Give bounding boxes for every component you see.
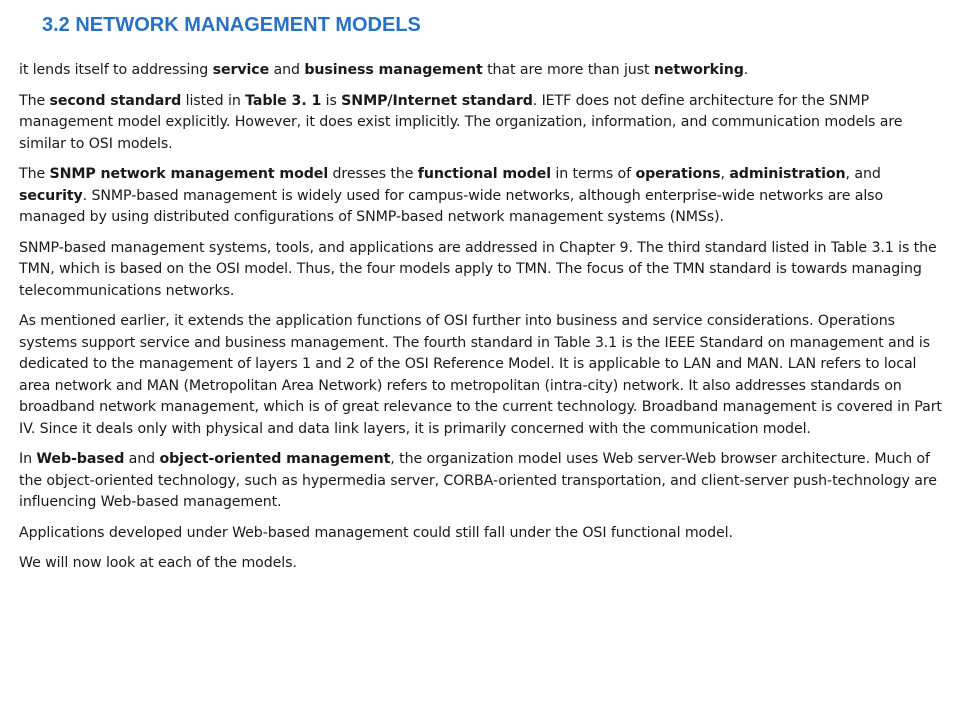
bold-term: second standard [49, 92, 182, 109]
bold-term: business management [304, 62, 483, 78]
bold-term: SNMP network management model [49, 166, 329, 182]
text-run: As mentioned earlier, it extends the application functions of OSI further into business and service considerations. Operations systems support service and business management. The fourth standard in Table 3.1 is the IEEE Standard on management and is dedicated to the management of layers 1 and 2 of the OSI Reference Model. It is applicable to LAN and MAN. LAN refers to local area network and MAN (Metropolitan Area Network) refers to metropolitan (intra-city) network. It also addresses standards on broadband network management, which is of great relevance to the current technology. Broadband management is covered in Part IV. Since it deals only with physical and data link layers, it is primarily concerned with the communication model. [19, 313, 942, 437]
bold-term: Table 3. 1 [245, 92, 322, 109]
text-run: The [19, 166, 50, 182]
bold-term: object-oriented management [159, 451, 391, 467]
text-run: and [124, 451, 160, 467]
text-run: We will now look at each of the models. [19, 555, 297, 571]
bold-term: administration [729, 166, 846, 182]
slide-body [19, 60, 944, 584]
paragraph-service-business [19, 60, 944, 82]
bold-term: operations [635, 166, 721, 182]
text-run: . [743, 62, 749, 78]
text-run: listed in [181, 92, 246, 109]
text-run: . IETF does not define architecture for the SNMP management model explicitly. However, it does exist implicitly. The organization, information, and communication models are similar to OSI models. [19, 92, 903, 152]
text-run: SNMP-based management systems, tools, and applications are addressed in Chapter 9. The third standard listed in Table 3.1 is the TMN, which is based on the OSI model. Thus, the four models apply to TMN. The focus of the TMN standard is towards managing telecommunications networks. [19, 239, 937, 299]
text-run: and [269, 62, 305, 78]
paragraph-ieee-standard [19, 311, 944, 440]
text-run: it lends itself to addressing [19, 62, 213, 78]
bold-term: SNMP/Internet standard [341, 92, 533, 109]
bold-term: functional model [417, 166, 551, 182]
text-run: , the organization model uses Web server-Web browser architecture. Much of the object-oriented technology, such as hypermedia server, CORBA-oriented transportation, and client-server push-technology are influencing Web-based management. [19, 451, 937, 510]
paragraph-tmn-standard [19, 238, 944, 303]
text-run: , [720, 166, 730, 182]
bold-term: security [19, 187, 83, 204]
slide-title: 3.2 NETWORK MANAGEMENT MODELS [42, 14, 421, 36]
bold-term: service [212, 62, 270, 78]
text-run: is [321, 92, 342, 109]
bold-term: Web-based [36, 451, 125, 467]
text-run: . SNMP-based management is widely used for campus-wide networks, although enterprise-wide networks are also managed by using distributed configurations of SNMP-based network management systems (NMSs). [19, 187, 884, 225]
text-run: The [19, 92, 50, 109]
bold-term: networking [653, 62, 744, 78]
text-run: Applications developed under Web-based management could still fall under the OSI functional model. [19, 524, 733, 541]
text-run: in terms of [551, 166, 636, 182]
paragraph-snmp-functional-model [19, 164, 944, 229]
paragraph-closing [19, 553, 944, 575]
text-run: that are more than just [482, 62, 654, 78]
text-run: , and [845, 166, 881, 182]
paragraph-snmp-standard [19, 91, 944, 156]
text-run: dresses the [328, 166, 418, 182]
paragraph-web-based-osi [19, 523, 944, 545]
paragraph-web-based-management [19, 449, 944, 514]
text-run: In [19, 451, 37, 467]
